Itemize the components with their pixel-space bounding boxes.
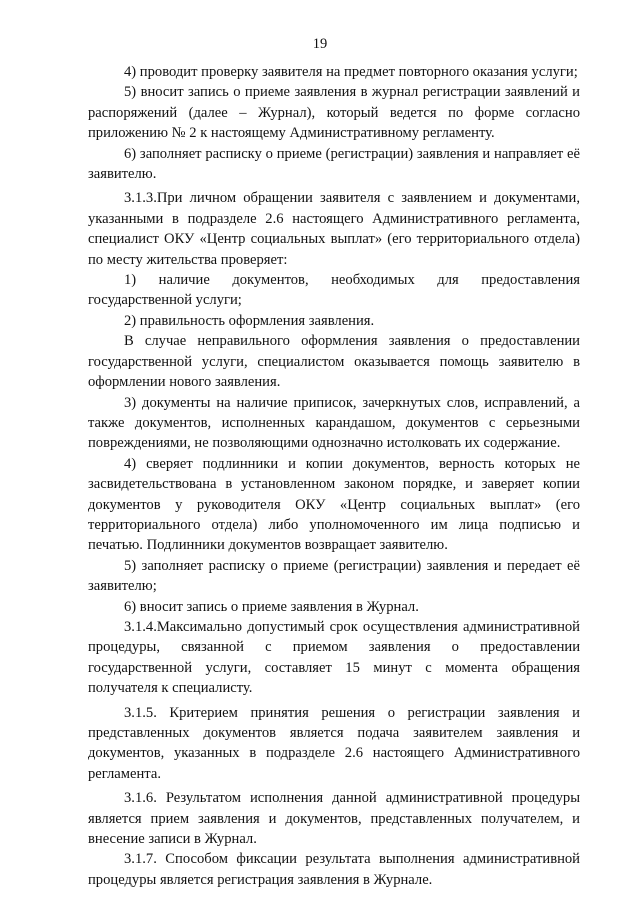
paragraph-item-6: 6) вносит запись о приеме заявления в Журнал. bbox=[124, 598, 419, 615]
paragraph-item-4: 4) сверяет подлинники и копии документов, верность которых не засвидетельствована в установленном законом порядке, и заверяет копии документов у руководителя ОКУ «Центр социальных выплат» (его территориального отдела) либо уполномоченного им лица подписью и печатью. Подлинники документов возвращает заявителю. bbox=[88, 455, 580, 554]
paragraph-3-1-7: 3.1.7. Способом фиксации результата выполнения административной процедуры является регистрация заявления в Журнале. bbox=[88, 851, 580, 888]
paragraph-3-1-6: 3.1.6. Результатом исполнения данной административной процедуры является прием заявления и документов, представленных получателем, и внесение записи в Журнал. bbox=[88, 790, 580, 848]
paragraph-journal-entry: 5) вносит запись о приеме заявления в журнал регистрации заявлений и распоряжений (далее – Журнал), который ведется по форме согласно приложению № 2 к настоящему Административному регламенту. bbox=[88, 84, 580, 142]
paragraph-item-3: 3) документы на наличие приписок, зачеркнутых слов, исправлений, а также документов, исполненных карандашом, документов с серьезными повреждениями, не позволяющими однозначно истолковать их содержание. bbox=[88, 394, 580, 452]
paragraph-incorrect-form: В случае неправильного оформления заявления о предоставлении государственной услуги, специалистом оказывается помощь заявителю в оформлении нового заявления. bbox=[88, 333, 580, 391]
paragraph-3-1-5: 3.1.5. Критерием принятия решения о регистрации заявления и представленных документов является подача заявителем заявления и документов, указанных в подразделе 2.6 настоящего Административного регламента. bbox=[88, 704, 580, 782]
paragraph-item-5: 5) заполняет расписку о приеме (регистрации) заявления и передает её заявителю; bbox=[88, 557, 580, 595]
paragraph-3-1-3: 3.1.3.При личном обращении заявителя с заявлением и документами, указанными в подразделе 2.6 настоящего Административного регламента, специалист ОКУ «Центр социальных выплат» (его территориального отдела) по месту жительства проверяет: bbox=[88, 190, 580, 268]
document-body bbox=[88, 62, 580, 890]
page-number: 19 bbox=[312, 36, 328, 52]
paragraph-item-2: 2) правильность оформления заявления. bbox=[124, 312, 375, 329]
paragraph-receipt: 6) заполняет расписку о приеме (регистрации) заявления и направляет её заявителю. bbox=[88, 145, 580, 183]
paragraph-3-1-4: 3.1.4.Максимально допустимый срок осуществления административной процедуры, связанной с приемом заявления о предоставлении государственной услуги, составляет 15 минут с момента обращения получателя к специалисту. bbox=[88, 618, 580, 697]
paragraph-check-repeat: 4) проводит проверку заявителя на предмет повторного оказания услуги; bbox=[124, 64, 578, 80]
paragraph-item-1: 1) наличие документов, необходимых для предоставления государственной услуги; bbox=[88, 272, 580, 309]
